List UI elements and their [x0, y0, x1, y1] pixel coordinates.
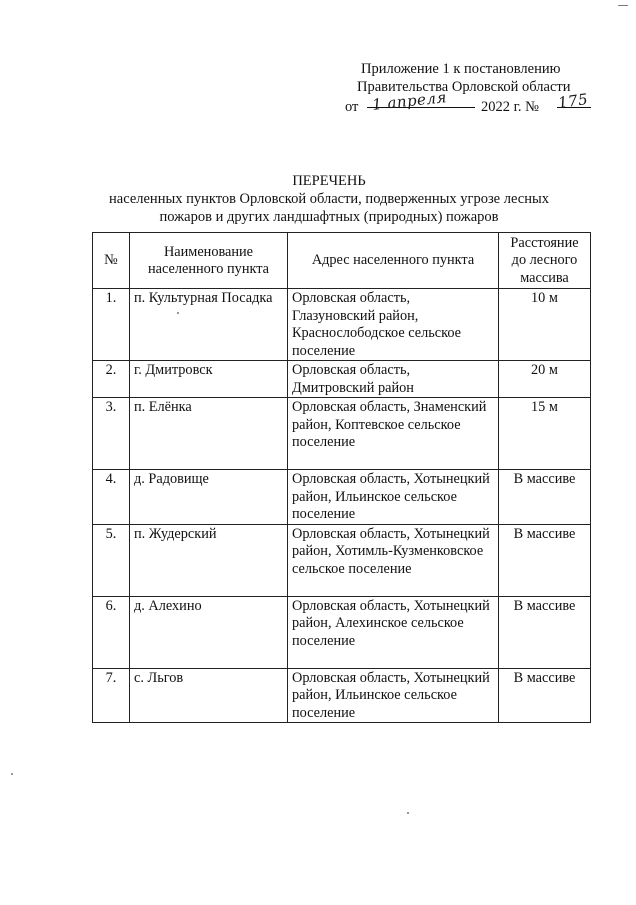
cell-name: п. Елёнка — [130, 398, 288, 470]
cell-address: Орловская область, Знаменский район, Коптевское сельское поселение — [288, 398, 499, 470]
header-name: Наименование населенного пункта — [130, 233, 288, 289]
table-row — [93, 596, 591, 668]
header-distance: Расстояние до лесного массива — [499, 233, 591, 289]
settlements-table — [92, 232, 591, 723]
table-row — [93, 470, 591, 525]
handwritten-number: 175 — [556, 89, 590, 113]
cell-num: 4. — [93, 470, 130, 525]
cell-num: 7. — [93, 668, 130, 723]
scan-speck — [407, 812, 409, 814]
page-title: ПЕРЕЧЕНЬ — [292, 173, 366, 189]
header-num: № — [93, 233, 130, 289]
cell-distance: В массиве — [499, 668, 591, 723]
cell-name: д. Алехино — [130, 596, 288, 668]
cell-distance: В массиве — [499, 470, 591, 525]
scan-speck — [11, 773, 13, 775]
cell-name: с. Льгов — [130, 668, 288, 723]
year-text: 2022 г. № — [481, 99, 540, 115]
cell-name: г. Дмитровск — [130, 361, 288, 398]
cell-address: Орловская область, Дмитровский район — [288, 361, 499, 398]
header-address: Адрес населенного пункта — [288, 233, 499, 289]
cell-distance: В массиве — [499, 524, 591, 596]
table-header-row — [93, 233, 591, 289]
cell-num: 6. — [93, 596, 130, 668]
cell-address: Орловская область, Хотынецкий район, Ильинское сельское поселение — [288, 668, 499, 723]
cell-name: д. Радовище — [130, 470, 288, 525]
cell-address: Орловская область, Хотынецкий район, Хотимль-Кузменковское сельское поселение — [288, 524, 499, 596]
cell-distance: 20 м — [499, 361, 591, 398]
table-row — [93, 361, 591, 398]
table-row — [93, 398, 591, 470]
table-row — [93, 289, 591, 361]
cell-distance: 15 м — [499, 398, 591, 470]
scan-mark — [618, 5, 628, 6]
handwritten-date: 1 апреля — [371, 88, 448, 114]
cell-address: Орловская область, Хотынецкий район, Алехинское сельское поселение — [288, 596, 499, 668]
cell-distance: В массиве — [499, 596, 591, 668]
cell-num: 5. — [93, 524, 130, 596]
cell-num: 2. — [93, 361, 130, 398]
appendix-line-2: Правительства Орловской области — [357, 79, 571, 95]
table-row — [93, 524, 591, 596]
cell-address: Орловская область, Глазуновский район, Краснослободское сельское поселение — [288, 289, 499, 361]
cell-name: п. Культурная Посадка — [130, 289, 288, 361]
table-row — [93, 668, 591, 723]
appendix-line-1: Приложение 1 к постановлению — [361, 61, 561, 77]
appendix-block — [345, 60, 625, 118]
cell-name: п. Жудерский — [130, 524, 288, 596]
title-block — [90, 172, 568, 226]
cell-num: 3. — [93, 398, 130, 470]
cell-num: 1. — [93, 289, 130, 361]
scan-speck — [177, 312, 179, 314]
subtitle-line-2: пожаров и других ландшафтных (природных) пожаров — [159, 209, 499, 225]
subtitle-line-1: населенных пунктов Орловской области, подверженных угрозе лесных — [109, 191, 549, 207]
cell-address: Орловская область, Хотынецкий район, Ильинское сельское поселение — [288, 470, 499, 525]
date-prefix: от — [345, 99, 359, 115]
appendix-date-line — [345, 88, 625, 118]
cell-distance: 10 м — [499, 289, 591, 361]
